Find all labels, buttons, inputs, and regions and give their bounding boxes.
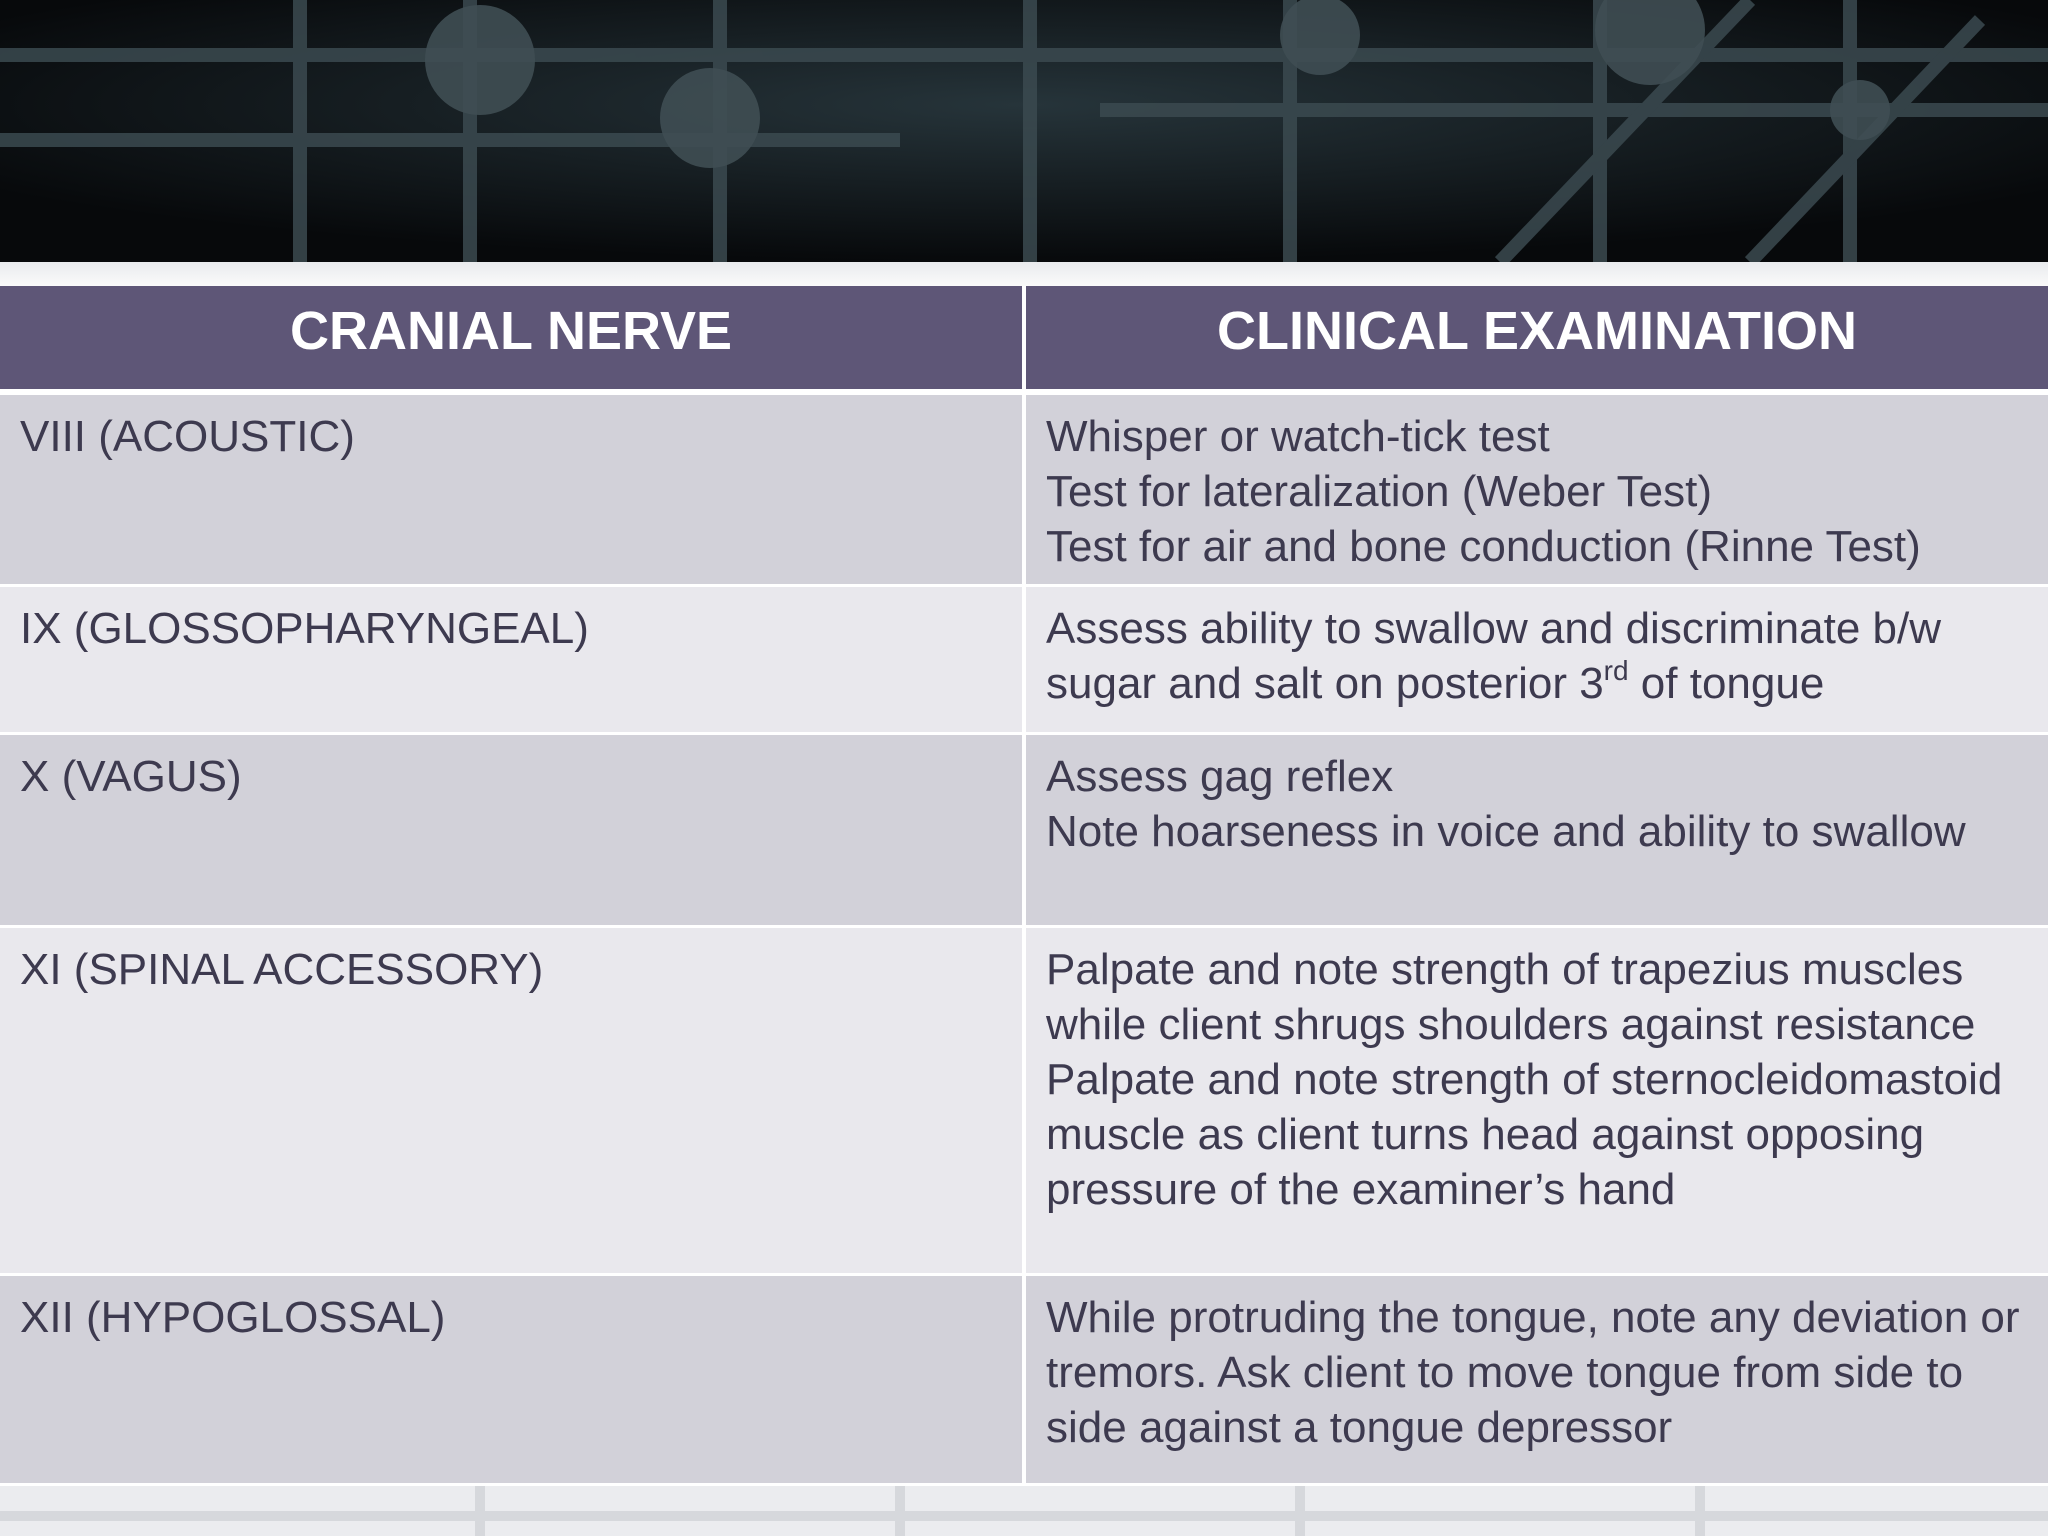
ordinal-superscript: rd <box>1603 654 1629 686</box>
table-row <box>0 1274 2048 1485</box>
exam-line: Whisper or watch-tick test <box>1046 412 1550 461</box>
banner-divider <box>0 262 2048 286</box>
nerve-cell: VIII (ACOUSTIC) <box>0 392 1024 585</box>
nerve-cell: X (VAGUS) <box>0 733 1024 926</box>
exam-line: Assess ability to swallow and discriminate b/w <box>1046 603 1942 653</box>
exam-line: Test for lateralization (Weber Test) <box>1046 467 1712 516</box>
circuit-banner <box>0 0 2048 262</box>
exam-line: Palpate and note strength of trapezius muscles while client shrugs shoulders against resistance <box>1046 944 1976 1049</box>
faint-circuit-graphic <box>0 1486 2048 1536</box>
header-cranial-nerve: CRANIAL NERVE <box>0 286 1024 392</box>
table-row <box>0 585 2048 733</box>
exam-line: While protruding the tongue, note any deviation or tremors. Ask client to move tongue from side to side against a tongue depressor <box>1046 1292 2020 1452</box>
header-clinical-examination: CLINICAL EXAMINATION <box>1024 286 2048 392</box>
exam-line: Palpate and note strength of sternocleidomastoid muscle as client turns head against opposing pressure of the examiner’s hand <box>1046 1054 2003 1214</box>
exam-cell <box>1024 926 2048 1274</box>
table-header-row <box>0 286 2048 392</box>
exam-line <box>1046 656 2028 711</box>
table-row <box>0 926 2048 1274</box>
exam-text: of tongue <box>1628 658 1825 708</box>
bottom-background <box>0 1486 2048 1536</box>
cranial-nerve-table <box>0 286 2048 1486</box>
nerve-cell: XII (HYPOGLOSSAL) <box>0 1274 1024 1485</box>
nerve-cell: XI (SPINAL ACCESSORY) <box>0 926 1024 1274</box>
table-row <box>0 733 2048 926</box>
exam-cell <box>1024 585 2048 733</box>
circuit-pattern-graphic <box>0 0 2048 262</box>
exam-cell <box>1024 392 2048 585</box>
exam-line: Assess gag reflex <box>1046 751 1394 801</box>
exam-line: Note hoarseness in voice and ability to swallow <box>1046 806 1966 856</box>
exam-text: sugar and salt on posterior 3 <box>1046 658 1604 708</box>
exam-line: Test for air and bone conduction (Rinne Test) <box>1046 522 1921 571</box>
table-row <box>0 392 2048 585</box>
exam-cell <box>1024 733 2048 926</box>
exam-cell <box>1024 1274 2048 1485</box>
nerve-cell: IX (GLOSSOPHARYNGEAL) <box>0 585 1024 733</box>
